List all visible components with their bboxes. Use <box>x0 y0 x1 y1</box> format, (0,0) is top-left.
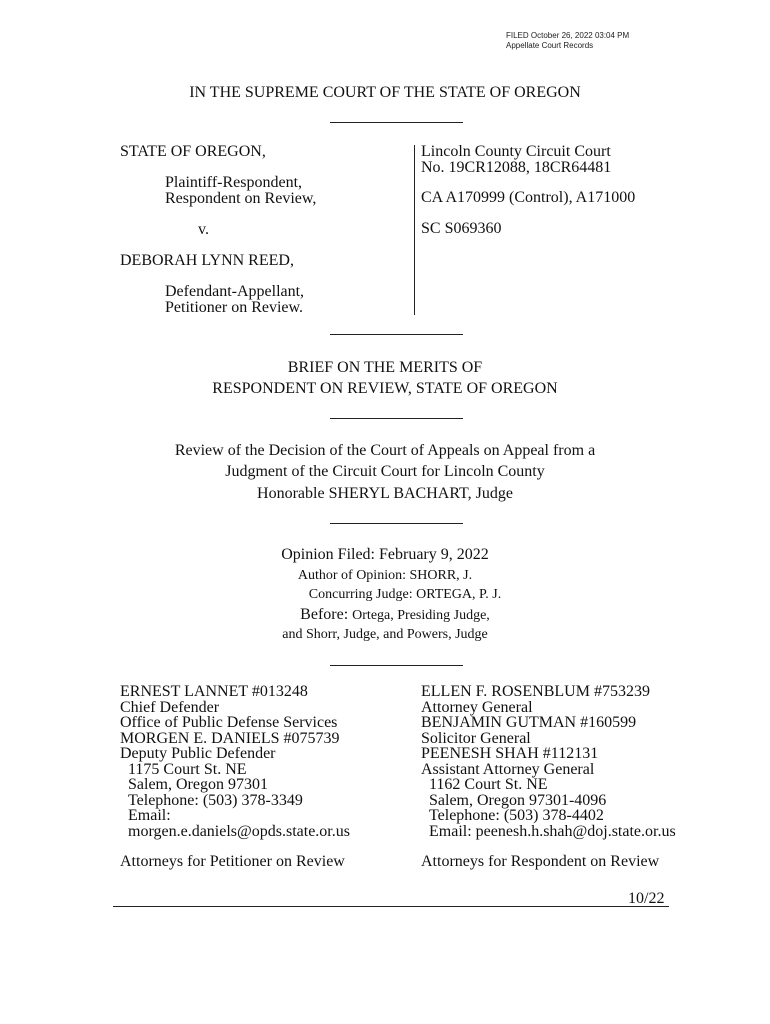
before-text: Ortega, Presiding Judge, <box>352 608 490 623</box>
page-footer: 10/22 <box>628 890 665 907</box>
versus: v. <box>198 221 209 238</box>
court-of-appeals-number: CA A170999 (Control), A171000 <box>421 189 636 206</box>
counsel-line: Assistant Attorney General <box>421 760 595 778</box>
counsel-line: ERNEST LANNET #013248 <box>120 683 308 700</box>
review-line: Review of the Decision of the Court of Appeals on Appeal from a <box>174 442 596 459</box>
respondent-counsel-footer: Attorneys for Respondent on Review <box>421 853 660 870</box>
review-line: Judgment of the Circuit Court for Lincoln County <box>225 463 545 480</box>
counsel-line: ELLEN F. ROSENBLUM #753239 <box>421 683 650 700</box>
plaintiff-name: STATE OF OREGON, <box>120 143 266 160</box>
counsel-line: Attorney General <box>421 698 533 716</box>
panel-judges: and Shorr, Judge, and Powers, Judge <box>282 627 488 642</box>
counsel-line: MORGEN E. DANIELS #075739 <box>120 729 340 747</box>
filing-stamp-records: Appellate Court Records <box>506 41 594 50</box>
petitioner-counsel-footer: Attorneys for Petitioner on Review <box>120 853 345 870</box>
brief-title: BRIEF ON THE MERITS OF <box>287 359 483 376</box>
counsel-email: morgen.e.daniels@opds.state.or.us <box>128 822 350 840</box>
petitioner-counsel <box>120 684 350 839</box>
caption-divider <box>414 145 415 315</box>
footer-rule <box>113 906 669 907</box>
counsel-line: Salem, Oregon 97301-4096 <box>429 791 607 809</box>
counsel-line: Salem, Oregon 97301 <box>128 776 268 793</box>
counsel-line: Chief Defender <box>120 698 220 716</box>
defendant-name: DEBORAH LYNN REED, <box>120 252 294 269</box>
counsel-line: Email: <box>128 807 171 824</box>
separator-rule <box>330 523 463 524</box>
supreme-court-number: SC S069360 <box>421 220 502 237</box>
counsel-line: 1162 Court St. NE <box>429 776 548 793</box>
brief-title-line-2: RESPONDENT ON REVIEW, STATE OF OREGON <box>212 380 558 397</box>
defendant-role <box>165 284 304 316</box>
filing-stamp <box>506 31 629 51</box>
counsel-line: PEENESH SHAH #112131 <box>421 745 599 762</box>
plaintiff-role-line: Plaintiff-Respondent, <box>165 174 303 191</box>
defendant-role-line: Defendant-Appellant, <box>165 283 305 300</box>
counsel-line: Deputy Public Defender <box>120 745 276 762</box>
trial-court: Lincoln County Circuit Court <box>421 143 611 160</box>
counsel-line: Telephone: (503) 378-3349 <box>128 791 303 809</box>
separator-rule <box>330 334 463 335</box>
counsel-line: 1175 Court St. NE <box>128 760 247 778</box>
plaintiff-role-line: Respondent on Review, <box>165 190 317 207</box>
trial-court-info <box>421 144 611 176</box>
before-label: Before: <box>300 606 349 623</box>
opinion-filed: Opinion Filed: February 9, 2022 <box>281 546 489 563</box>
counsel-line: Telephone: (503) 378-4402 <box>429 807 604 824</box>
counsel-line: BENJAMIN GUTMAN #160599 <box>421 714 637 731</box>
counsel-line: Office of Public Defense Services <box>120 714 338 731</box>
defendant-role-line: Petitioner on Review. <box>165 299 304 316</box>
court-title: IN THE SUPREME COURT OF THE STATE OF OREGON <box>189 84 581 101</box>
counsel-line: Solicitor General <box>421 729 531 747</box>
separator-rule <box>330 418 463 419</box>
separator-rule <box>330 665 463 666</box>
concurring-judge: Concurring Judge: ORTEGA, P. J. <box>308 587 502 602</box>
opinion-author: Author of Opinion: SHORR, J. <box>297 568 473 583</box>
filing-stamp-date: FILED October 26, 2022 03:04 PM <box>506 31 630 40</box>
plaintiff-role <box>165 175 316 207</box>
trial-case-number: No. 19CR12088, 18CR64481 <box>421 159 612 176</box>
panel-before <box>0 606 770 624</box>
judge-name: Honorable SHERYL BACHART, Judge <box>257 485 513 502</box>
respondent-counsel <box>421 684 676 839</box>
separator-rule <box>330 122 463 123</box>
counsel-email: Email: peenesh.h.shah@doj.state.or.us <box>429 822 676 840</box>
